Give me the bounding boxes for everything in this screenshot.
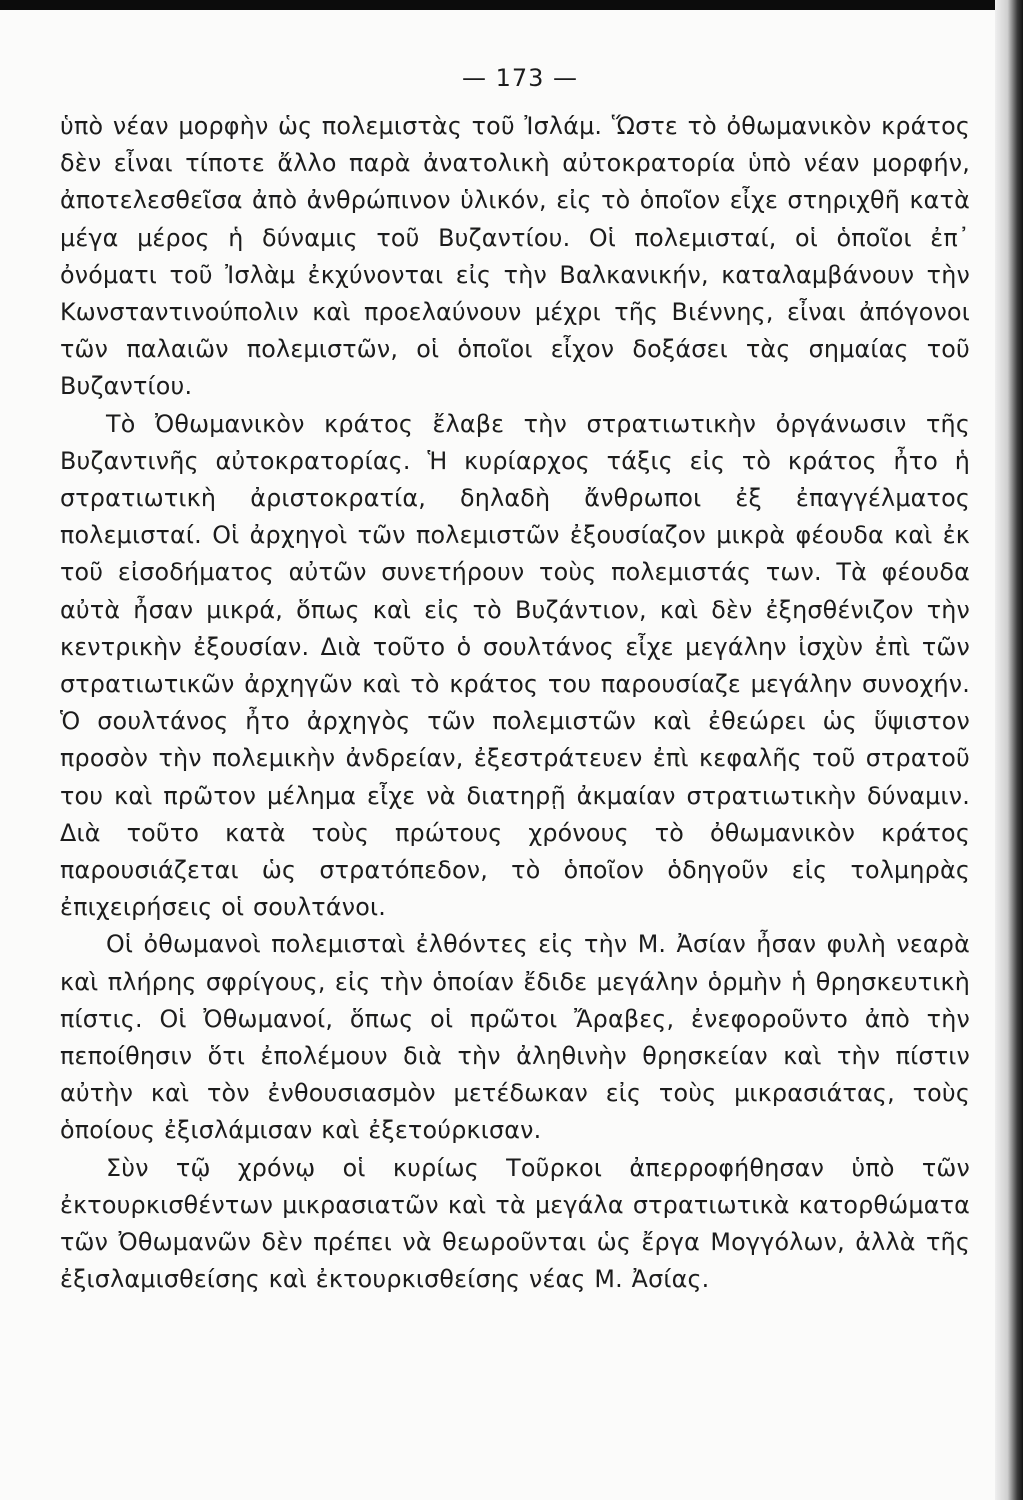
book-page	[60, 52, 970, 1299]
book-spine-shadow	[995, 0, 1023, 1500]
page-number: — 173 —	[461, 64, 579, 92]
paragraph-2: Τὸ Ὀθωμανικὸν κράτος ἔλαβε τὴν στρατιωτικὴν ὀργάνωσιν τῆς Βυζαντινῆς αὐτοκρατορίας. Ἡ κυρίαρχος τάξις εἰς τὸ κράτος ἦτο ἡ στρατιωτικὴ ἀριστοκρατία, δηλαδὴ ἄνθρωποι ἐξ ἐπαγγέλματος πολεμισταί. Οἱ ἀρχηγοὶ τῶν πολεμιστῶν ἐξουσίαζον μικρὰ φέουδα καὶ ἐκ τοῦ εἰσοδήματος αὐτῶν συνετήρουν τοὺς πολεμιστάς των. Τὰ φέουδα αὐτὰ ἦσαν μικρά, ὅπως καὶ εἰς τὸ Βυζάντιον, καὶ δὲν ἐξησθένιζον τὴν κεντρικὴν ἐξουσίαν. Διὰ τοῦτο ὁ σουλτάνος εἶχε μεγάλην ἰσχὺν ἐπὶ τῶν στρατιωτικῶν ἀρχηγῶν καὶ τὸ κράτος του παρουσίαζε μεγάλην συνοχήν. Ὁ σουλτάνος ἦτο ἀρχηγὸς τῶν πολεμιστῶν καὶ ἐθεώρει ὡς ὕψιστον προσὸν τὴν πολεμικὴν ἀνδρείαν, ἐξεστράτευεν ἐπὶ κεφαλῆς τοῦ στρατοῦ του καὶ πρῶτον μέλημα εἶχε νὰ διατηρῇ ἀκμαίαν στρατιωτικὴν δύναμιν. Διὰ τοῦτο κατὰ τοὺς πρώτους χρόνους τὸ ὀθωμανικὸν κράτος παρουσιάζεται ὡς στρατόπεδον, τὸ ὁποῖον ὁδηγοῦν εἰς τολμηρὰς ἐπιχειρήσεις οἱ σουλτάνοι.	[60, 409, 970, 922]
paragraph-3: Οἱ ὀθωμανοὶ πολεμισταὶ ἐλθόντες εἰς τὴν Μ. Ἀσίαν ἦσαν φυλὴ νεαρὰ καὶ πλήρης σφρίγους, εἰς τὴν ὁποίαν ἔδιδε μεγάλην ὁρμὴν ἡ θρησκευτικὴ πίστις. Οἱ Ὀθωμανοί, ὅπως οἱ πρῶτοι Ἄραβες, ἐνεφοροῦντο ἀπὸ τὴν πεποίθησιν ὅτι ἐπολέμουν διὰ τὴν ἀληθινὴν θρησκείαν καὶ τὴν πίστιν αὐτὴν καὶ τὸν ἐνθουσιασμὸν μετέδωκαν εἰς τοὺς μικρασιάτας, τοὺς ὁποίους ἐξισλάμισαν καὶ ἐξετούρκισαν.	[60, 930, 970, 1145]
scan-top-border	[0, 0, 1023, 10]
paragraph-1: ὑπὸ νέαν μορφὴν ὡς πολεμιστὰς τοῦ Ἰσλάμ. Ὥστε τὸ ὀθωμανικὸν κράτος δὲν εἶναι τίποτε ἄλλο παρὰ ἀνατολικὴ αὐτοκρατορία ὑπὸ νέαν μορφήν, ἀποτελεσθεῖσα ἀπὸ ἀνθρώπινον ὑλικόν, εἰς τὸ ὁποῖον εἶχε στηριχθῆ κατὰ μέγα μέρος ἡ δύναμις τοῦ Βυζαντίου. Οἱ πολεμισταί, οἱ ὁποῖοι ἐπ᾽ ὀνόματι τοῦ Ἰσλὰμ ἐκχύνονται εἰς τὴν Βαλκανικήν, καταλαμβάνουν τὴν Κωνσταντινούπολιν καὶ προελαύνουν μέχρι τῆς Βιέννης, εἶναι ἀπόγονοι τῶν παλαιῶν πολεμιστῶν, οἱ ὁποῖοι εἶχον δοξάσει τὰς σημαίας τοῦ Βυζαντίου.	[60, 112, 970, 401]
paragraph-4: Σὺν τῷ χρόνῳ οἱ κυρίως Τοῦρκοι ἀπερροφήθησαν ὑπὸ τῶν ἐκτουρκισθέντων μικρασιατῶν καὶ τὰ μεγάλα στρατιωτικὰ κατορθώματα τῶν Ὀθωμανῶν δὲν πρέπει νὰ θεωροῦνται ὡς ἔργα Μογγόλων, ἀλλὰ τῆς ἐξισλαμισθείσης καὶ ἐκτουρκισθείσης νέας Μ. Ἀσίας.	[60, 1153, 970, 1294]
